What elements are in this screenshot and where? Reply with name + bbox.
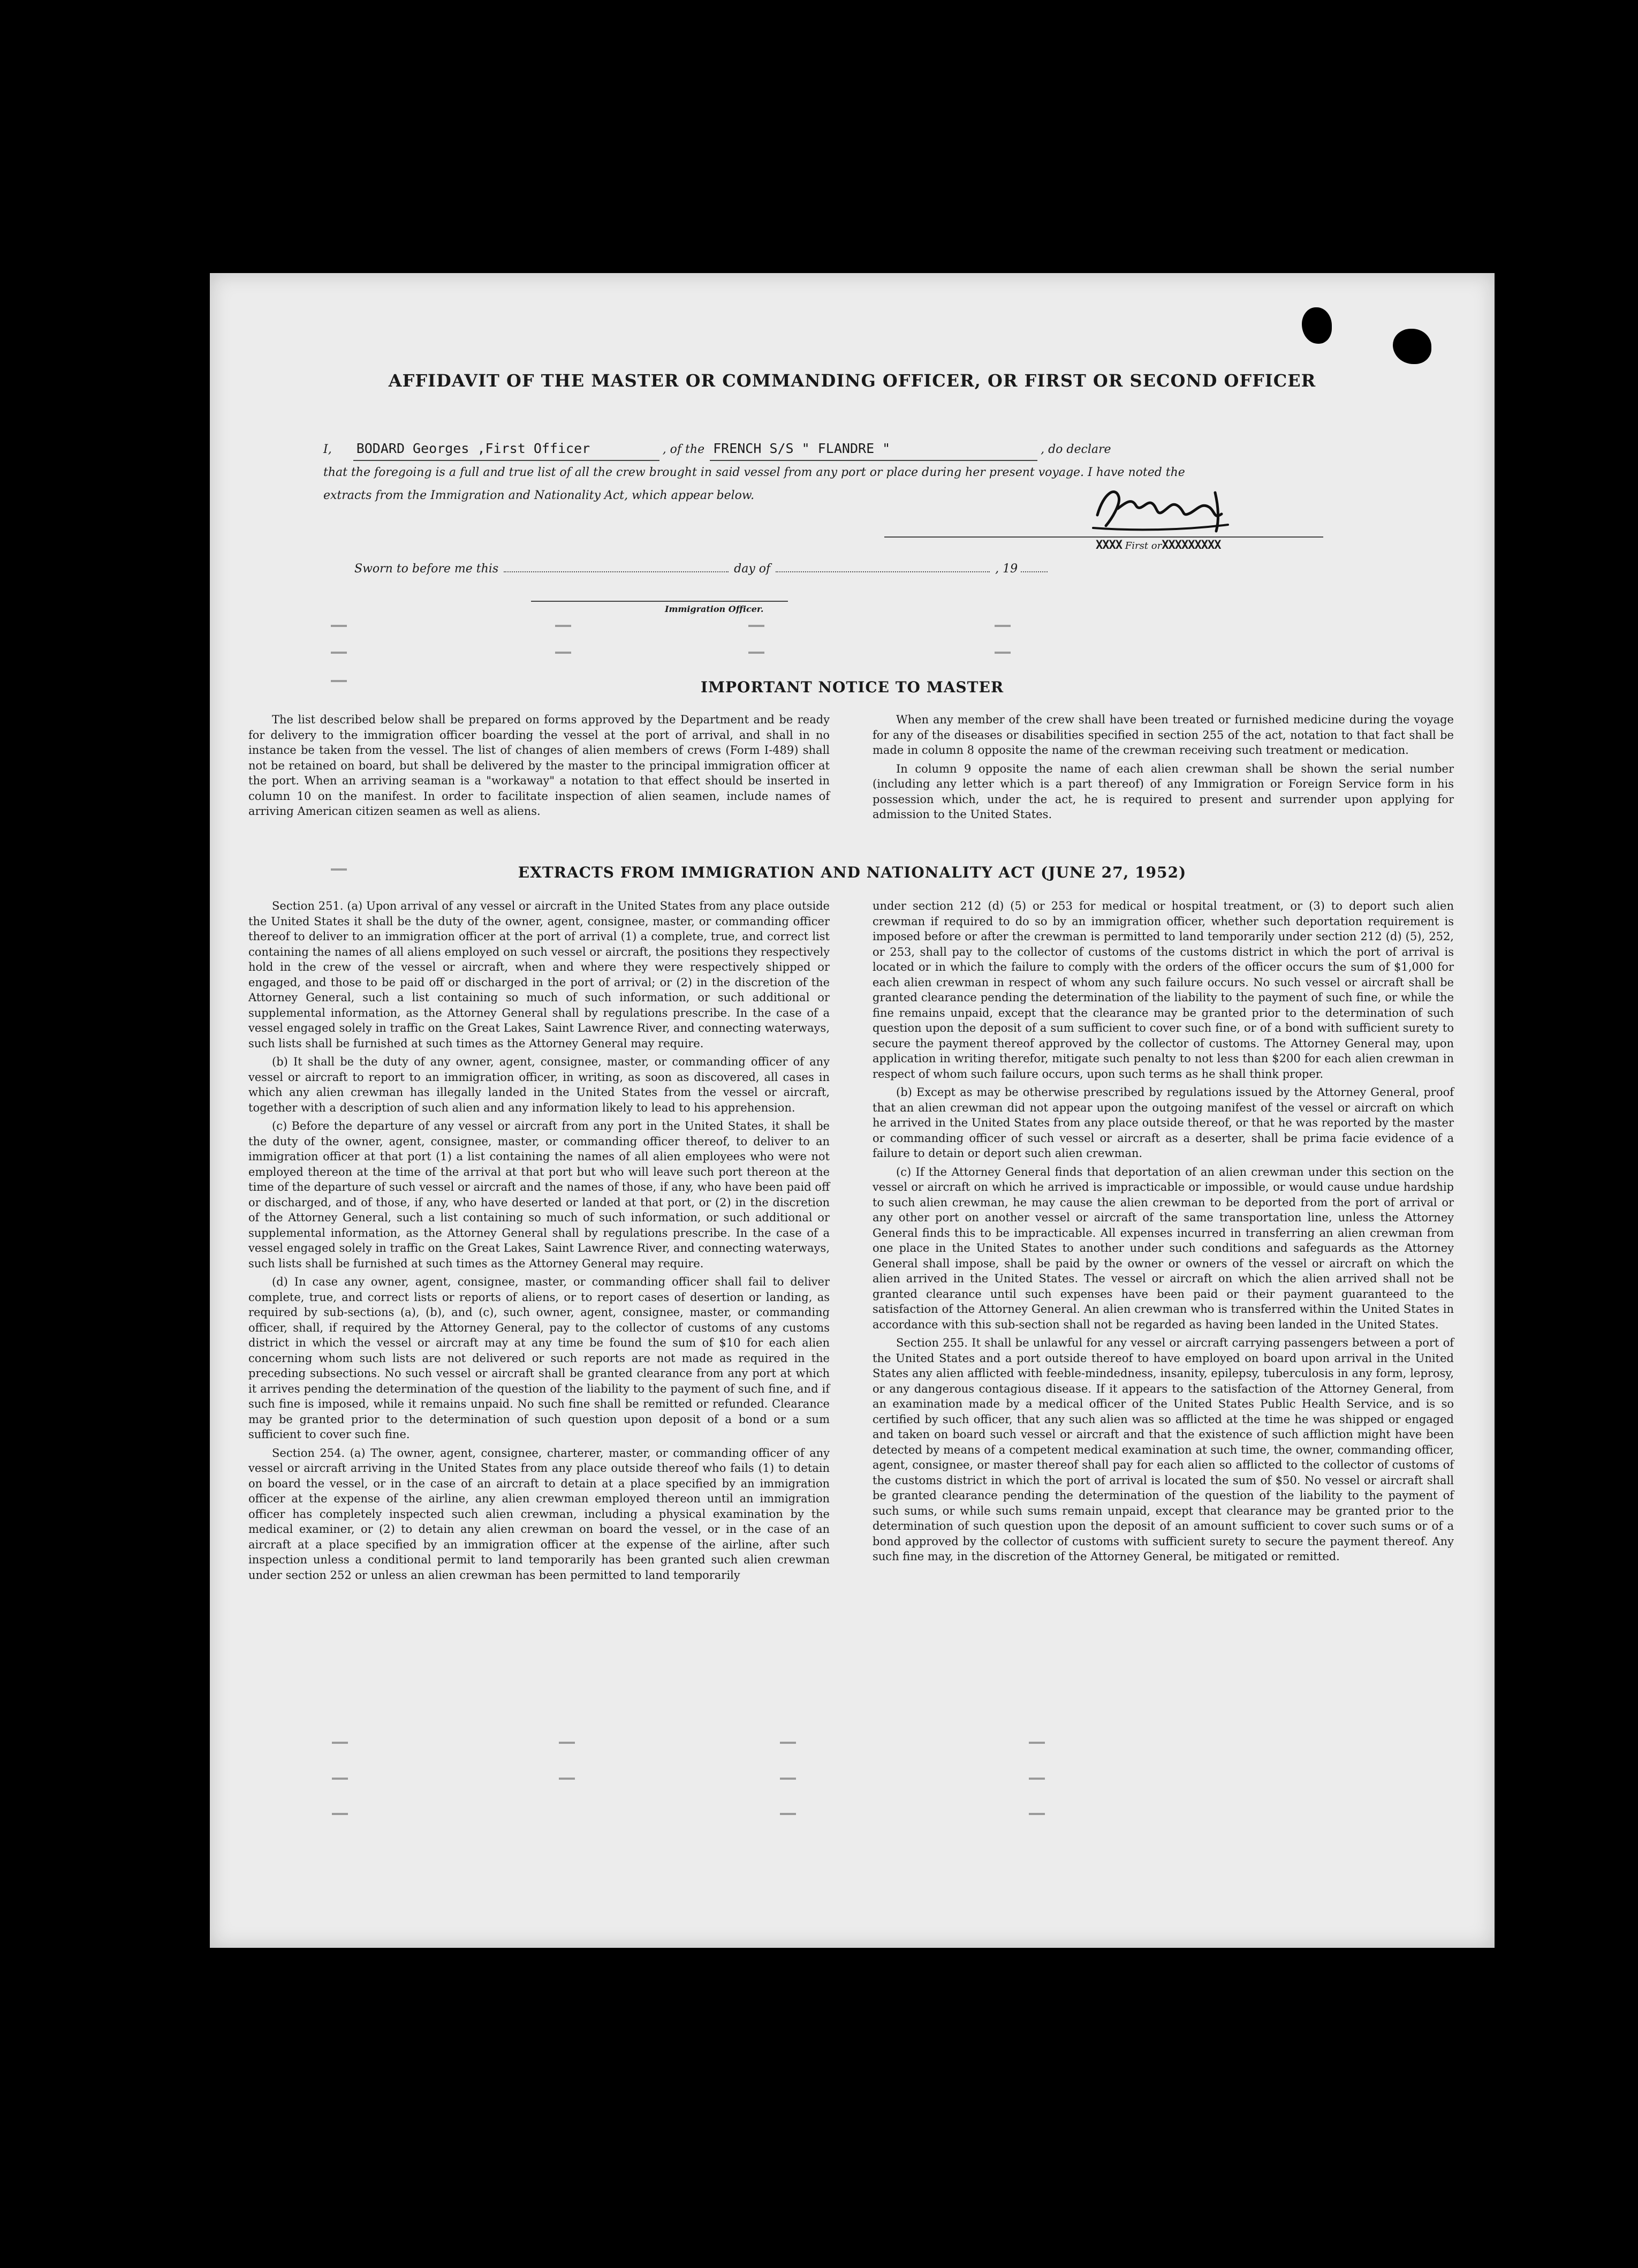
month-blank xyxy=(776,561,990,572)
bleed-through-mark xyxy=(332,1813,348,1815)
bleed-through-mark xyxy=(332,1778,348,1780)
year-label: , 19 xyxy=(995,562,1018,576)
section-254c: (c) If the Attorney General finds that deportation of an alien crewman under this section on the vessel or aircraft on which he arrived is impracticable or impossible, or would cause undue hardship to such alien crewman, he may cause the alien crewman to be deported from the port of arrival or any other port on another vessel or aircraft of the same transportation line, unless the Attorney General finds this to be impracticable. All expenses incurred in transferring an alien crewman from one place in the United States to another under such conditions and safeguards as the Attorney General shall impose, shall be paid by the owner or owners of the vessel or aircraft on which the alien arrived in the United States. The vessel or aircraft on which the alien arrived shall not be granted clearance until such expenses have been paid or their payment guaranteed to the satisfaction of the Attorney General. An alien crewman who is transferred within the United States in accordance with this sub-section shall not be regarded as having been landed in the United States. xyxy=(873,1165,1454,1331)
ink-blot xyxy=(1393,329,1431,364)
notice-title: IMPORTANT NOTICE TO MASTER xyxy=(700,678,1004,696)
or-label: or xyxy=(1151,540,1162,551)
vessel-name-field: FRENCH S/S " FLANDRE " xyxy=(710,437,1037,461)
affidavit-title: AFFIDAVIT OF THE MASTER OR COMMANDING OFFICER, OR FIRST OR SECOND OFFICER xyxy=(388,371,1316,391)
bleed-through-mark xyxy=(559,1778,575,1780)
sworn-line xyxy=(354,561,1048,576)
first-label: First xyxy=(1125,540,1149,551)
of-label: , of the xyxy=(662,443,705,456)
declaration-statement-line-2: extracts from the Immigration and Nationality Act, which appear below. xyxy=(323,489,755,502)
ink-blot xyxy=(1302,307,1332,344)
sworn-label: Sworn to before me this xyxy=(354,562,499,576)
declaration-prefix: I, xyxy=(323,443,332,456)
bleed-through-mark xyxy=(1029,1813,1045,1815)
notice-paragraph: In column 9 opposite the name of each alien crewman shall be shown the serial number (including any letter which is a part thereof) of any Immigration or Foreign Service form in his possession which, under the act, he is required to present and surrender upon applying for admission to the United States. xyxy=(873,762,1454,821)
bleed-through-mark xyxy=(748,625,764,627)
section-254b: (b) Except as may be otherwise prescribed by regulations issued by the Attorney General, proof that an alien crewman did not appear upon the outgoing manifest of the vessel or aircraft on which he arrived in the United States from any place outside thereof, or that he was reported by the master or commanding officer of such vessel or aircraft as a deserter, shall be prima facie evidence of a failure to detain or deport such alien crewman. xyxy=(873,1086,1454,1160)
signature-line xyxy=(884,536,1323,538)
bleed-through-mark xyxy=(780,1813,796,1815)
declarant-name-field: BODARD Georges ,First Officer xyxy=(353,437,659,461)
bleed-through-mark xyxy=(995,652,1011,654)
signature-caption xyxy=(1096,539,1220,552)
signature-block xyxy=(884,482,1323,557)
extracts-title: EXTRACTS FROM IMMIGRATION AND NATIONALITY ACT (JUNE 27, 1952) xyxy=(518,864,1187,881)
bleed-through-mark xyxy=(331,652,347,654)
bleed-through-mark xyxy=(331,625,347,627)
bleed-through-mark xyxy=(748,652,764,654)
notice-paragraph: The list described below shall be prepared on forms approved by the Department and be ready for delivery to the immigration officer boarding the vessel at the port of arrival, and shall in no instance be taken from the vessel. The list of changes of alien members of crews (Form I-489) shall not be retained on board, but shall be delivered by the master to the principal immigration officer at the port. When an arriving seaman is a "workaway" a notation to that effect should be inserted in column 10 on the manifest. In order to facilitate inspection of alien seamen, include names of arriving American citizen seamen as well as aliens. xyxy=(248,713,830,818)
bleed-through-mark xyxy=(780,1742,796,1744)
do-declare-label: , do declare xyxy=(1041,443,1111,456)
bleed-through-mark xyxy=(332,1742,348,1744)
section-251a: Section 251. (a) Upon arrival of any vessel or aircraft in the United States from any place outside the United States it shall be the duty of the owner, agent, consignee, master, or commanding officer thereof to deliver to an immigration officer at the port of arrival (1) a complete, true, and correct list containing the names of all aliens employed on such vessel or aircraft, the positions they respectively hold in the crew of the vessel or aircraft, when and where they were respectively shipped or engaged, and those to be paid off or discharged in the port of arrival; or (2) in the discretion of the Attorney General, such a list containing so much of such information, or such additional or supplemental information, as the Attorney General shall by regulations prescribe. In the case of a vessel engaged solely in traffic on the Great Lakes, Saint Lawrence River, and connecting waterways, such lists shall be furnished at such times as the Attorney General may require. xyxy=(248,899,830,1050)
section-255: Section 255. It shall be unlawful for any vessel or aircraft carrying passengers between a port of the United States and a port outside thereof to have employed on board upon arrival in the United States any alien afflicted with feeble-mindedness, insanity, epilepsy, tuberculosis in any form, leprosy, or any dangerous contagious disease. If it appears to the satisfaction of the Attorney General, from an examination made by a medical officer of the United States Public Health Service, and is so certified by such officer, that any such alien was so afflicted at the time he was shipped or engaged and taken on board such vessel or aircraft and that the existence of such affliction might have been detected by means of a competent medical examination at such time, the owner, commanding officer, agent, consignee, or master thereof shall pay for each alien so afflicted to the collector of customs of the customs district in which the port of arrival is located the sum of $50. No vessel or aircraft shall be granted clearance pending the determination of the question of the liability to the payment of such sums, or while such sums remain unpaid, except that clearance may be granted prior to the determination of such question upon the deposit of an amount sufficient to cover such sums or of a bond approved by the collector of customs with sufficient surety to secure the payment thereof. Any such fine may, in the discretion of the Attorney General, be mitigated or remitted. xyxy=(873,1336,1454,1563)
extracts-left-column xyxy=(248,898,830,1586)
day-of-label: day of xyxy=(734,562,771,576)
bleed-through-mark xyxy=(555,625,571,627)
handwritten-signature xyxy=(1088,482,1248,534)
struck-out-second: XXXXXXXXX xyxy=(1162,539,1221,552)
bleed-through-mark xyxy=(555,652,571,654)
day-blank xyxy=(504,561,729,572)
section-251c: (c) Before the departure of any vessel or aircraft from any port in the United States, it shall be the duty of the owner, agent, consignee, master, or commanding officer thereof, to deliver to an immigration officer at that port (1) a list containing the names of all alien employees who were not employed thereon at the time of the arrival at that port but who will leave such port thereon at the time of the departure of such vessel or aircraft and the names of those, if any, who have been paid off or discharged, and of those, if any, who have deserted or landed at that port, or (2) in the discretion of the Attorney General, such a list containing so much of such information, or such additional or supplemental information, as the Attorney General shall by regulations prescribe. In the case of a vessel engaged solely in traffic on the Great Lakes, Saint Lawrence River, and connecting waterways, such lists shall be furnished at such times as the Attorney General may require. xyxy=(248,1120,830,1270)
year-blank xyxy=(1021,561,1048,572)
document-page xyxy=(210,273,1495,1948)
notice-right-column xyxy=(873,712,1454,826)
bleed-through-mark xyxy=(559,1742,575,1744)
declaration-line xyxy=(323,437,1319,461)
bleed-through-mark xyxy=(780,1778,796,1780)
section-251d: (d) In case any owner, agent, consignee, master, or commanding officer shall fail to deliver complete, true, and correct lists or reports of aliens, or to report cases of desertion or landing, as required by sub-sections (a), (b), and (c), such owner, agent, consignee, master, or commanding officer, shall, if required by the Attorney General, pay to the collector of customs of any customs district in which the vessel or aircraft may at any time be found the sum of $10 for each alien concerning whom such lists are not delivered or such reports are not made as required in the preceding subsections. No such vessel or aircraft shall be granted clearance from any port at which it arrives pending the determination of the question of the liability to the payment of such fine, and if such fine is imposed, while it remains unpaid. No such fine shall be remitted or refunded. Clearance may be granted prior to the determination of such question upon deposit of a bond or a sum sufficient to cover such fine. xyxy=(248,1275,830,1441)
immigration-officer-label: Immigration Officer. xyxy=(665,604,764,614)
bleed-through-mark xyxy=(995,625,1011,627)
bleed-through-mark xyxy=(1029,1778,1045,1780)
section-251b: (b) It shall be the duty of any owner, agent, consignee, master, or commanding officer of any vessel or aircraft to report to an immigration officer, in writing, as soon as discovered, all cases in which any alien crewman has illegally landed in the United States from the vessel or aircraft, together with a description of such alien and any information likely to lead to his apprehension. xyxy=(248,1055,830,1114)
notice-paragraph: When any member of the crew shall have been treated or furnished medicine during the voyage for any of the diseases or disabilities specified in section 255 of the act, notation to that fact shall be made in column 8 opposite the name of the crewman receiving such treatment or medication. xyxy=(873,713,1454,757)
struck-out-master: XXXX xyxy=(1096,539,1122,552)
officer-signature-line xyxy=(531,601,788,602)
bleed-through-mark xyxy=(1029,1742,1045,1744)
extracts-right-column xyxy=(873,898,1454,1568)
section-254a-continued: under section 212 (d) (5) or 253 for medical or hospital treatment, or (3) to deport such alien crewman if required to do so by an immigration officer, whether such deportation requirement is imposed before or after the crewman is permitted to land temporarily under section 212 (d) (5), 252, or 253, shall pay to the collector of customs of the customs district in which the port of arrival is located or in which the failure to comply with the orders of the officer occurs the sum of $1,000 for each alien crewman in respect of whom any such failure occurs. No such vessel or aircraft shall be granted clearance pending the determination of the liability to the payment of such fine, or while the fine remains unpaid, except that the clearance may be granted prior to the determination of such question upon the deposit of a sum sufficient to cover such fine, or of a bond with sufficient surety to secure the payment thereof approved by the collector of customs. The Attorney General may, upon application in writing therefor, mitigate such penalty to not less than $200 for each alien crewman in respect of whom such failure occurs, upon such terms as he shall think proper. xyxy=(873,899,1454,1080)
section-254a: Section 254. (a) The owner, agent, consignee, charterer, master, or commanding officer of any vessel or aircraft arriving in the United States from any place outside thereof who fails (1) to detain on board the vessel, or in the case of an aircraft to detain at a place specified by an immigration officer at the expense of the airline, any alien crewman employed thereon until an immigration officer has completely inspected such alien crewman, including a physical examination by the medical examiner, or (2) to detain any alien crewman on board the vessel, or in the case of an aircraft at a place specified by an immigration officer at the expense of the airline, after such inspection unless a conditional permit to land temporarily has been granted such alien crewman under section 252 or unless an alien crewman has been permitted to land temporarily xyxy=(248,1446,830,1582)
notice-left-column xyxy=(248,712,830,822)
declaration-statement-line-1: that the foregoing is a full and true list of all the crew brought in said vessel from any port or place during her present voyage. I have noted the xyxy=(323,466,1185,479)
